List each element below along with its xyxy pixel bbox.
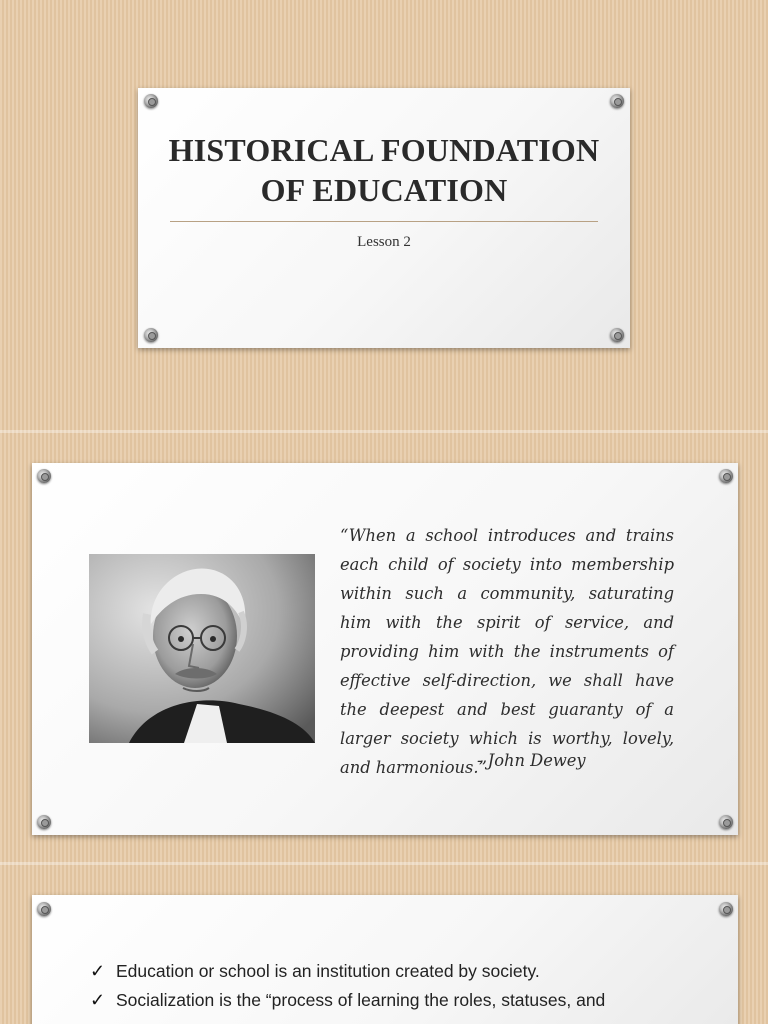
- title-divider: [170, 221, 598, 222]
- slide-separator: [0, 862, 768, 865]
- pin-icon: [37, 815, 51, 829]
- pin-icon: [144, 328, 158, 342]
- pin-icon: [610, 328, 624, 342]
- slide-subtitle: Lesson 2: [357, 234, 411, 250]
- portrait-illustration: [89, 554, 315, 743]
- quote-text: “When a school introduces and trains each child of society into membership within such a community, saturating him with the spirit of service, and providing him with the instruments of effective self-direction, we shall have the deepest and best guaranty of a larger society which is worthy, lovely, and harmonious.”: [340, 526, 674, 777]
- pin-icon: [719, 815, 733, 829]
- slide-separator: [0, 430, 768, 433]
- slide-title: [138, 130, 630, 210]
- pin-icon: [37, 902, 51, 916]
- list-item-text: Socialization is the “process of learning the roles, statuses, and: [116, 990, 606, 1010]
- quote-slide-card: [32, 463, 738, 835]
- check-icon: ✓: [90, 990, 106, 1010]
- quote-author: - John Dewey: [477, 751, 586, 770]
- pin-icon: [719, 902, 733, 916]
- slide-title-line: HISTORICAL FOUNDATION: [168, 132, 600, 168]
- pin-icon: [144, 94, 158, 108]
- portrait-photo: [89, 554, 315, 743]
- check-icon: ✓: [90, 961, 106, 981]
- bullets-slide-card: [32, 895, 738, 1024]
- slide-title-line: OF EDUCATION: [260, 172, 508, 208]
- list-item-text: Education or school is an institution created by society.: [116, 961, 540, 981]
- pin-icon: [37, 469, 51, 483]
- pin-icon: [610, 94, 624, 108]
- bullet-list: [90, 957, 710, 1015]
- title-slide-card: [138, 88, 630, 348]
- list-item: [90, 957, 710, 986]
- pin-icon: [719, 469, 733, 483]
- list-item: [90, 986, 710, 1015]
